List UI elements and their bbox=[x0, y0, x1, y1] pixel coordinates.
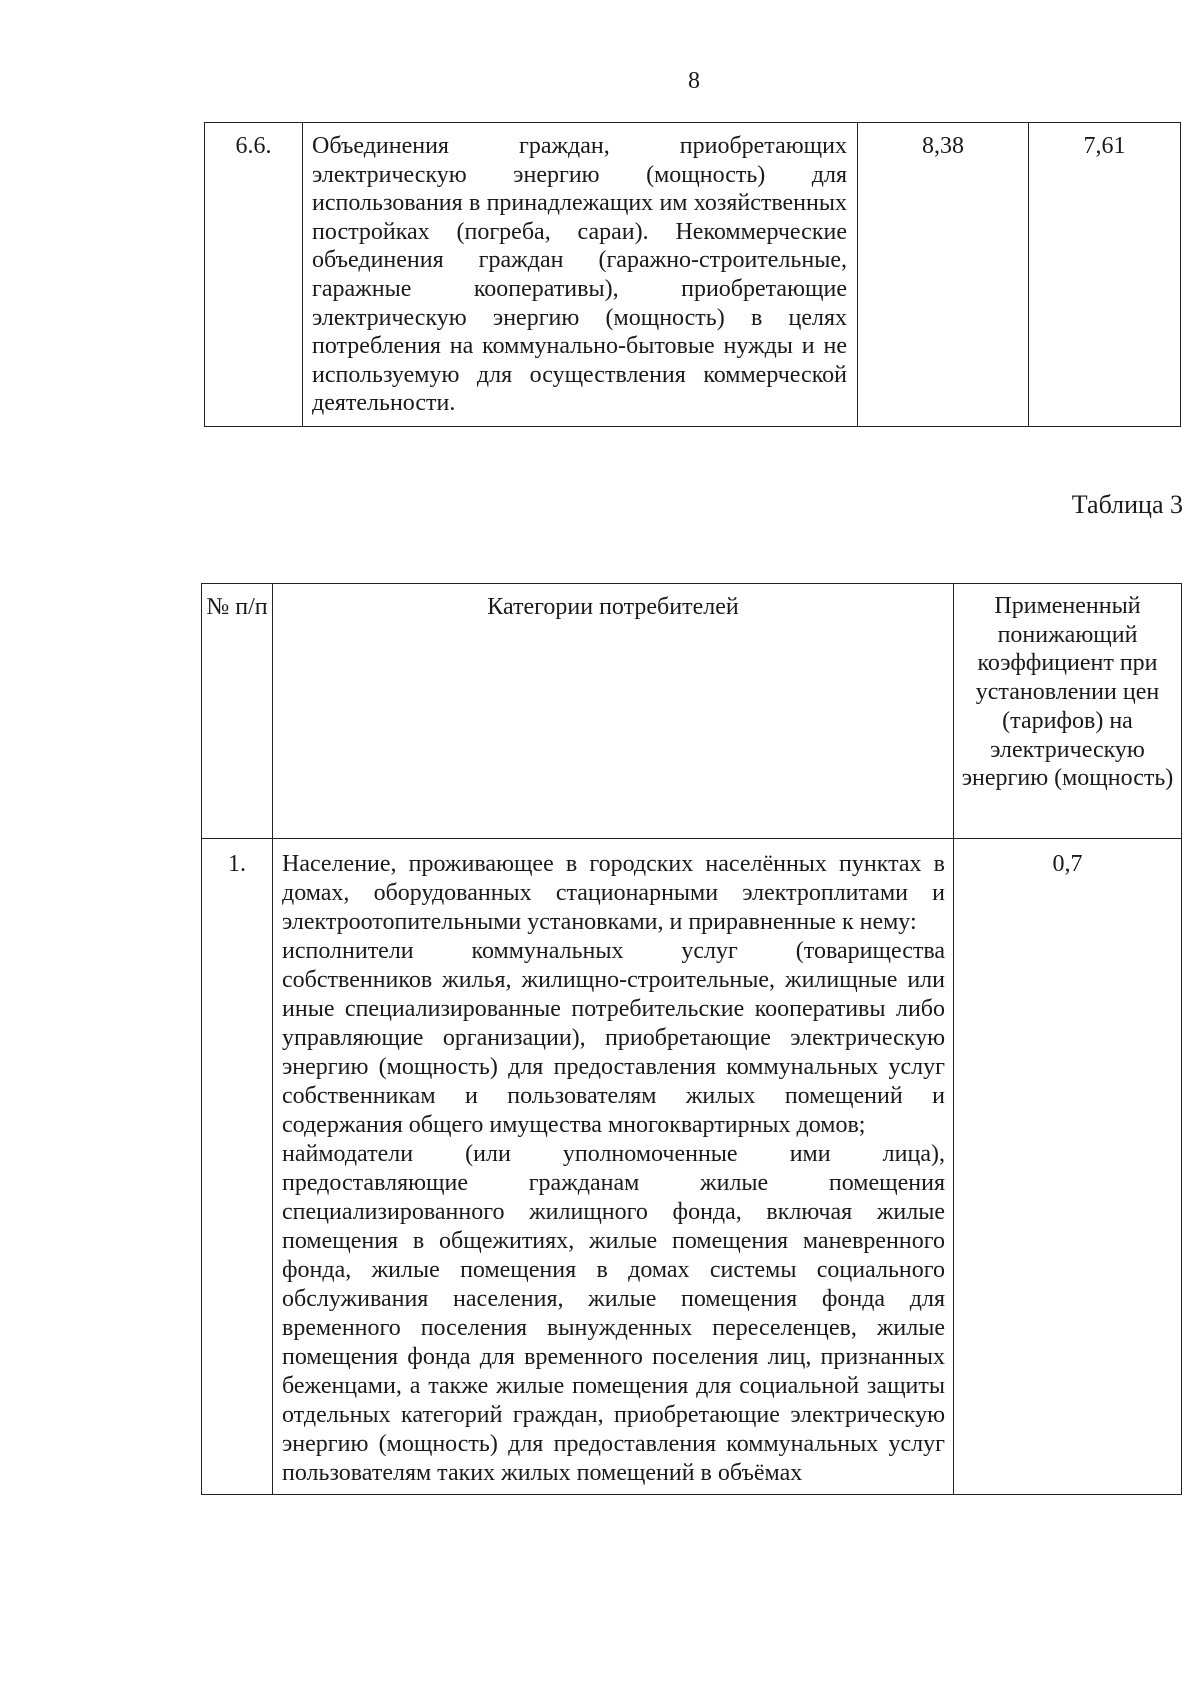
page-number: 8 bbox=[688, 68, 700, 94]
row-category bbox=[273, 839, 954, 1495]
row-value-2: 7,61 bbox=[1029, 123, 1181, 427]
table-row bbox=[202, 839, 1182, 1495]
row-category-text: Объединения граждан, приобретающих электрическую энергию (мощность) для использования в принадлежащих им хозяйственных постройках (погреба, сараи). Некоммерческие объединения граждан (гаражно-строительные, гаражные кооперативы), приобретающие электрическую энергию (мощность) в целях потребления на коммунально-бытовые нужды и не используемую для осуществления коммерческой деятельности. bbox=[303, 123, 858, 427]
category-paragraph: наймодатели (или уполномоченные ими лица), предоставляющие гражданам жилые помещения специализированного жилищного фонда, включая жилые помещения в общежитиях, жилые помещения маневренного фонда, жилые помещения в домах системы социального обслуживания населения, жилые помещения фонда для временного поселения вынужденных переселенцев, жилые помещения фонда для временного поселения лиц, признанных беженцами, а также жилые помещения для социальной защиты отдельных категорий граждан, приобретающие электрическую энергию (мощность) для предоставления коммунальных услуг пользователям таких жилых помещений в объёмах bbox=[282, 1141, 945, 1486]
category-paragraph: исполнители коммунальных услуг (товарищества собственников жилья, жилищно-строительные, жилищные или иные специализированные потребительские кооперативы либо управляющие организации), приобретающие электрическую энергию (мощность) для предоставления коммунальных услуг собственникам и пользователям жилых помещений и содержания общего имущества многоквартирных домов; bbox=[282, 938, 945, 1138]
table-header-row bbox=[202, 584, 1182, 839]
table-row bbox=[205, 123, 1181, 427]
category-paragraph: Население, проживающее в городских населённых пунктах в домах, оборудованных стационарными электроплитами и электроотопительными установками, и приравненные к нему: bbox=[282, 851, 945, 935]
header-number: № п/п bbox=[202, 584, 273, 839]
table-3 bbox=[201, 583, 1182, 1495]
header-category: Категории потребителей bbox=[273, 584, 954, 839]
table-continuation bbox=[204, 122, 1181, 427]
row-coefficient: 0,7 bbox=[954, 839, 1182, 1495]
row-number: 1. bbox=[202, 839, 273, 1495]
row-value-1: 8,38 bbox=[858, 123, 1029, 427]
row-number: 6.6. bbox=[205, 123, 303, 427]
header-coefficient: Примененный понижающий коэффициент при установлении цен (тарифов) на электрическую энергию (мощность) bbox=[954, 584, 1182, 839]
table-caption: Таблица 3 bbox=[1071, 490, 1183, 519]
